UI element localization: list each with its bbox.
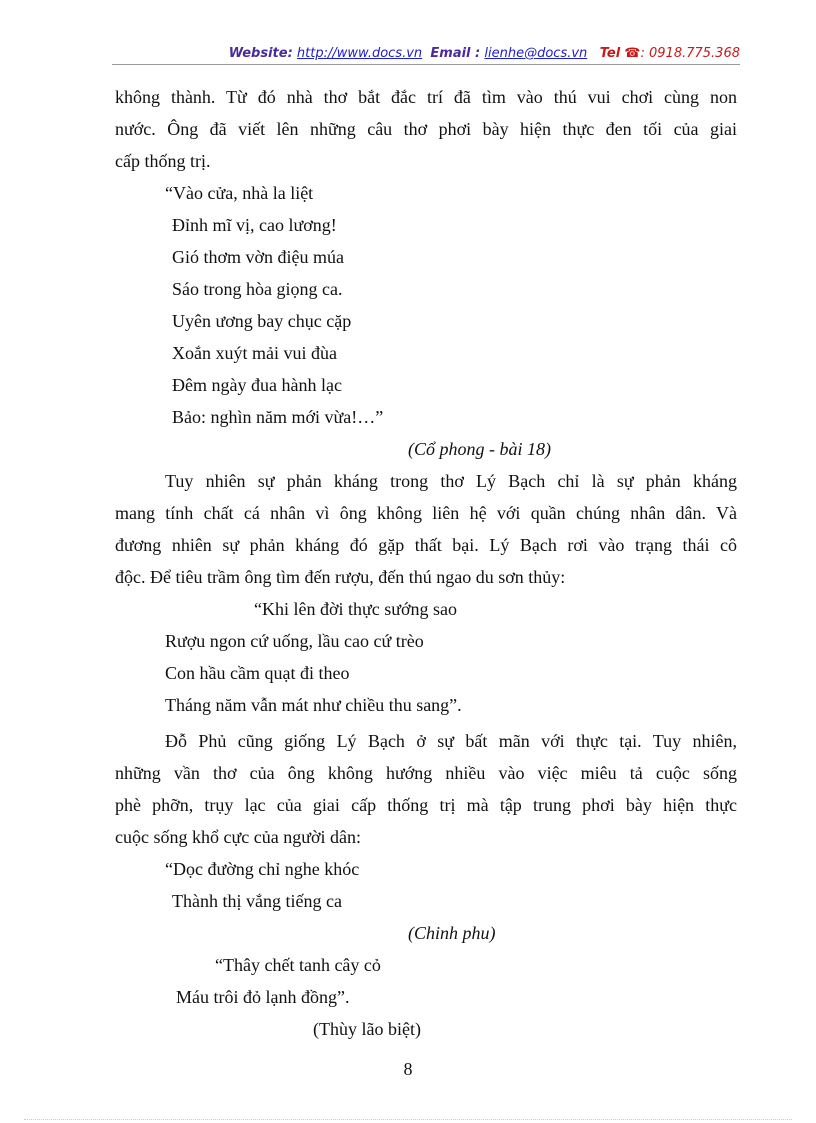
poem-line: Máu trôi đỏ lạnh đồng”.: [176, 987, 350, 1007]
email-link[interactable]: lienhe@docs.vn: [484, 46, 588, 61]
paragraph-line: nước. Ông đã viết lên những câu thơ phơi bày hiện thực đen tối của giai: [115, 119, 737, 139]
paragraph-line: Đỗ Phủ cũng giống Lý Bạch ở sự bất mãn với thực tại. Tuy nhiên,: [165, 731, 737, 751]
poem-source: (Cổ phong - bài 18): [408, 439, 551, 459]
poem-line: Con hầu cầm quạt đi theo: [165, 663, 350, 683]
paragraph-line: không thành. Từ đó nhà thơ bắt đắc trí đã tìm vào thú vui chơi cùng non: [115, 87, 737, 107]
paragraph-line: mang tính chất cá nhân vì ông không liên hệ với quần chúng nhân dân. Và: [115, 503, 737, 523]
paragraph-line: độc. Để tiêu trầm ông tìm đến rượu, đến thú ngao du sơn thủy:: [115, 567, 566, 587]
poem-line: Bảo: nghìn năm mới vừa!…”: [172, 407, 384, 427]
poem-line: “Vào cửa, nhà la liệt: [165, 183, 314, 203]
poem-line: “Thây chết tanh cây cỏ: [215, 955, 381, 975]
paragraph-line: Tuy nhiên sự phản kháng trong thơ Lý Bạch chỉ là sự phản kháng: [165, 471, 737, 491]
poem-line: Gió thơm vờn điệu múa: [172, 247, 345, 267]
poem-line: Thành thị vắng tiếng ca: [172, 891, 342, 911]
tel-label: Tel: [599, 46, 621, 61]
poem-line: Uyên ương bay chục cặp: [172, 311, 352, 331]
paragraph-line: những vần thơ của ông không hướng nhiều vào việc miêu tả cuộc sống: [115, 763, 737, 783]
email-label: Email :: [430, 46, 481, 61]
website-label: Website:: [228, 46, 293, 61]
page-bottom-border: [24, 1119, 792, 1120]
paragraph-line: cuộc sống khổ cực của người dân:: [115, 827, 361, 847]
phone-icon: ☎: [624, 46, 641, 61]
poem-line: Sáo trong hòa giọng ca.: [172, 279, 343, 299]
poem-line: Rượu ngon cứ uống, lầu cao cứ trèo: [165, 631, 424, 651]
tel-value: : 0918.775.368: [640, 46, 740, 61]
paragraph-line: đương nhiên sự phản kháng đó gặp thất bại. Lý Bạch rơi vào trạng thái cô: [115, 535, 737, 555]
paragraph-line: phè phỡn, trụy lạc của giai cấp thống trị mà tập trung phơi bày hiện thực: [115, 795, 737, 815]
poem-line: Đêm ngày đua hành lạc: [172, 375, 342, 395]
poem-line: Xoắn xuýt mải vui đùa: [172, 343, 337, 363]
page-number: 8: [403, 1059, 413, 1079]
poem-line: Đỉnh mĩ vị, cao lương!: [172, 215, 337, 235]
poem-line: “Khi lên đời thực sướng sao: [254, 599, 458, 619]
poem-line: “Dọc đường chỉ nghe khóc: [165, 859, 360, 879]
website-link[interactable]: http://www.docs.vn: [296, 46, 423, 61]
poem-source: (Thùy lão biệt): [313, 1019, 421, 1039]
header-rule: [112, 64, 740, 65]
poem-source: (Chinh phu): [408, 923, 496, 943]
paragraph-line: cấp thống trị.: [115, 151, 211, 171]
page-header: [112, 46, 740, 61]
poem-line: Tháng năm vẫn mát như chiều thu sang”.: [165, 695, 462, 715]
